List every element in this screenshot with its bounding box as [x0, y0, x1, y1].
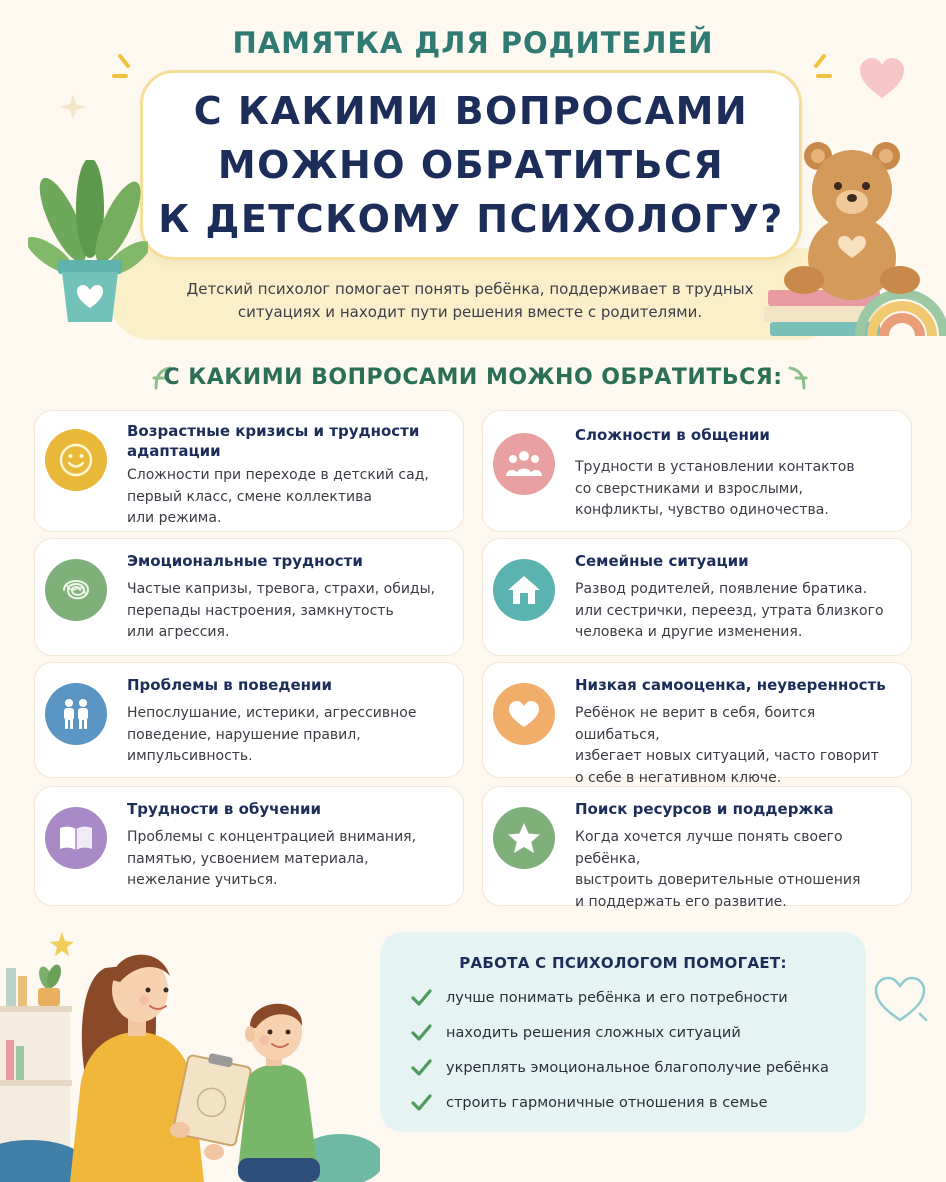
pretitle: ПАМЯТКА ДЛЯ РОДИТЕЛЕЙ [232, 26, 714, 60]
card-description: Непослушание, истерики, агрессивное поведение, нарушение правил, импульсивность. [127, 705, 417, 765]
card-description: Когда хочется лучше понять своего ребёнка, выстроить доверительные отношения и поддержать его развитие. [575, 829, 861, 911]
potted-plant-icon [28, 160, 148, 330]
card-title: Проблемы в поведении [127, 676, 332, 694]
card-description: Частые капризы, тревога, страхи, обиды, перепады настроения, замкнутость или агрессия. [127, 581, 436, 641]
checkmark-icon [410, 1023, 432, 1043]
checkmark-icon [410, 1093, 432, 1113]
topic-card [482, 662, 912, 787]
card-title: Возрастные кризисы и трудности адаптации [127, 422, 420, 461]
help-item-text: находить решения сложных ситуаций [446, 1025, 741, 1041]
topic-card [34, 662, 464, 778]
card-description: Ребёнок не верит в себя, боится ошибаться, избегает новых ситуаций, часто говорит о себе в негативном ключе. [575, 705, 879, 787]
open-book-icon [45, 807, 107, 869]
card-description: Развод родителей, появление братика. или сестрички, переезд, утрата близкого человека и другие изменения. [575, 581, 884, 641]
tangled-scribble-icon [45, 559, 107, 621]
topic-card [34, 538, 464, 656]
checkmark-icon [410, 988, 432, 1008]
help-item-text: строить гармоничные отношения в семье [446, 1095, 768, 1111]
page-title-line-1: С КАКИМИ ВОПРОСАМИ [193, 89, 749, 133]
card-description: Сложности при переходе в детский сад, первый класс, смене коллектива или режима. [127, 467, 429, 527]
topic-card [482, 538, 912, 656]
section-heading: С КАКИМИ ВОПРОСАМИ МОЖНО ОБРАТИТЬСЯ: [163, 365, 783, 390]
card-title: Эмоциональные трудности [127, 552, 363, 570]
card-title: Низкая самооценка, неуверенность [575, 676, 886, 694]
star-sparkle-icon [58, 92, 88, 122]
help-title: РАБОТА С ПСИХОЛОГОМ ПОМОГАЕТ: [459, 954, 787, 972]
help-list-item [410, 987, 788, 1009]
page-title-line-3: К ДЕТСКОМУ ПСИХОЛОГУ? [158, 197, 784, 241]
help-list-item [410, 1022, 741, 1044]
help-item-text: укреплять эмоциональное благополучие ребёнка [446, 1060, 829, 1076]
topic-card [482, 410, 912, 532]
star-icon [493, 807, 555, 869]
help-list-item [410, 1092, 768, 1114]
teddy-bear-icon [760, 140, 946, 340]
heart-decoration-icon [858, 56, 906, 102]
topic-card [34, 410, 464, 532]
card-description: Трудности в установлении контактов со сверстниками и взрослыми, конфликты, чувство одиночества. [575, 459, 855, 519]
house-icon [493, 559, 555, 621]
checkmark-icon [410, 1058, 432, 1078]
card-title: Поиск ресурсов и поддержка [575, 800, 834, 818]
group-of-people-icon [493, 433, 555, 495]
smiley-face-icon [45, 429, 107, 491]
heart-icon [493, 683, 555, 745]
topic-card [34, 786, 464, 906]
heart-outline-decoration-icon [872, 974, 928, 1026]
help-list-item [410, 1057, 829, 1079]
subtitle: Детский психолог помогает понять ребёнка, поддерживает в трудных ситуациях и находит пути решения вместе с родителями. [186, 280, 754, 321]
page-title-line-2: МОЖНО ОБРАТИТЬСЯ [217, 143, 725, 187]
help-item-text: лучше понимать ребёнка и его потребности [446, 990, 788, 1006]
mother-and-child-illustration [0, 920, 380, 1182]
title-card [140, 70, 802, 260]
topic-card [482, 786, 912, 911]
card-title: Трудности в обучении [127, 800, 321, 818]
help-box [380, 932, 866, 1132]
card-title: Семейные ситуации [575, 552, 749, 570]
card-title: Сложности в общении [575, 426, 770, 444]
card-description: Проблемы с концентрацией внимания, памятью, усвоением материала, нежелание учиться. [127, 829, 417, 889]
children-icon [45, 683, 107, 745]
